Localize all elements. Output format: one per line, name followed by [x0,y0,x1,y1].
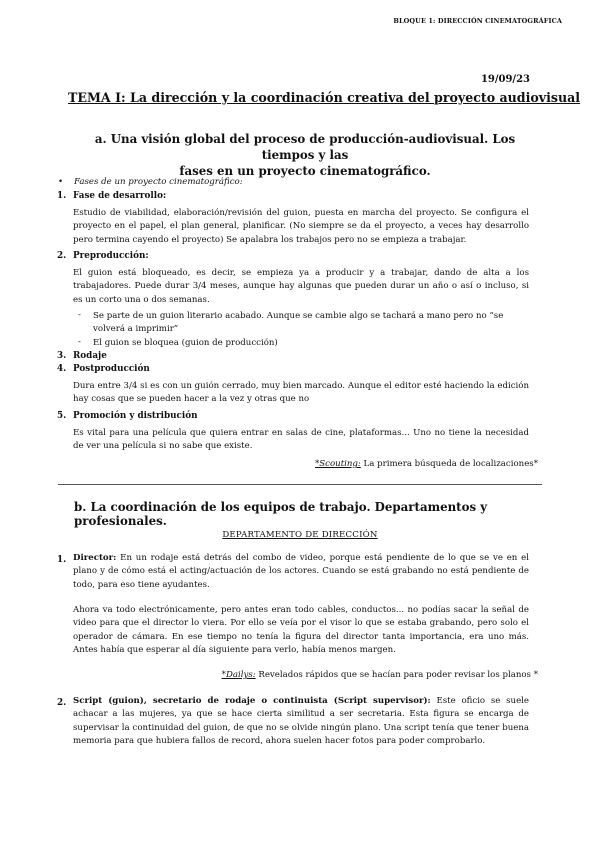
director-paragraph [73,552,529,592]
note-text: Revelados rápidos que se hacían para poder revisar los planos * [255,670,538,680]
scouting-note [315,459,538,469]
item-title: Promoción y distribución [73,411,198,421]
item-number: 1. [57,191,67,201]
director-text: En un rodaje está detrás del combo de video, porque está pendiente de lo que se ve en el plano y de cómo está el acting/actuación de los actores. Cuando se está grabando no está pendiente de todo, para eso tiene ayudantes. [73,553,529,590]
section-a-title-line2: fases en un proyecto cinematográfico. [179,164,431,178]
section-divider [58,484,542,485]
note-term: *Scouting: [314,459,361,469]
item-number: 2. [57,251,67,261]
script-text: Este oficio se suele achacar a las mujeres, ya que se hace cierta similitud a ser secretaria. Esta figura se encarga de supervisar la continuidad del guion, de que no se olvide ningún plano. Una script tenía que tener buena memoria para que hubiera fallos de record, ahora suelen hacer fotos para poder comprobarlo. [73,696,529,746]
item-number: 1. [57,555,67,565]
item-title: Fase de desarrollo: [73,191,167,201]
bullet-dot: • [58,177,74,187]
script-paragraph [73,695,529,748]
section-a-title-line1: a. Una visión global del proceso de producción-audiovisual. Los tiempos y las [94,132,516,162]
department-heading: DEPARTAMENTO DE DIRECCIÓN [222,530,378,540]
item-number: 4. [57,364,67,374]
item-title: Rodaje [73,351,107,361]
dash-item-text: Se parte de un guion literario acabado. Aunque se cambie algo se tachará a mano pero no “se volverá a imprimir” [93,311,504,335]
item-number: 5. [57,411,67,421]
item-title: Postproducción [73,364,150,374]
running-header: BLOQUE 1: DIRECCIÓN CINEMATOGRÁFICA [393,17,562,25]
director-paragraph-2: Ahora va todo electrónicamente, pero antes eran todo cables, conductos... no podías sacar la señal de video para que el director lo viera. Por ello se veía por el visor lo que se estaba grabando, pero solo el operador de cámara. En ese tiempo no tenía la figura del director tanta importancia, era uno más. Antes había que esperar al día siguiente para verlo, había menos margen. [73,605,529,655]
date: 19/09/23 [480,74,530,85]
script-label: Script (guion), secretario de rodaje o continuista (Script supervisor): [73,696,431,706]
tema-title: TEMA I: La dirección y la coordinación creativa del proyecto audiovisual [68,90,581,105]
dash-marker: - [78,310,81,320]
item-number: 3. [57,351,67,361]
note-text: La primera búsqueda de localizaciones* [360,459,538,469]
item-text: Dura entre 3/4 si es con un guión cerrado, muy bien marcado. Aunque el editor esté haciendo la edición hay cosas que se pueden hacer a la vez y otras que no [73,381,529,405]
section-b-title: b. La coordinación de los equipos de trabajo. Departamentos y profesionales. [74,500,488,528]
item-number: 2. [57,698,67,708]
phases-bullet [58,177,243,187]
section-a-title [70,131,540,179]
item-text: El guion está bloqueado, es decir, se empieza ya a producir y a trabajar, dando de alta a los trabajadores. Puede durar 3/4 meses, aunque hay algunas que pueden durar un año o así o incluso, si es un corto una o dos semanas. [73,268,529,305]
phases-bullet-text: Fases de un proyecto cinematográfico: [74,177,243,187]
item-title: Preproducción: [73,251,149,261]
item-text: Estudio de viabilidad, elaboración/revisión del guion, puesta en marcha del proyecto. Se configura el proyecto en el papel, el plan general, planificar. (No siempre se da el proyecto, a veces hay desarrollo pero termina cayendo el proyecto) Se apalabra los trabajos pero no se empieza a trabajar. [73,208,529,245]
dash-item-text: El guion se bloquea (guion de producción) [93,338,278,348]
director-label: Director: [73,553,117,563]
note-term: *Dailys: [221,670,256,680]
dailys-note [222,670,538,680]
item-text: Es vital para una película que quiera entrar en salas de cine, plataformas... Uno no tiene la necesidad de ver una película si no sabe que existe. [73,428,529,452]
dash-marker: - [78,337,81,347]
